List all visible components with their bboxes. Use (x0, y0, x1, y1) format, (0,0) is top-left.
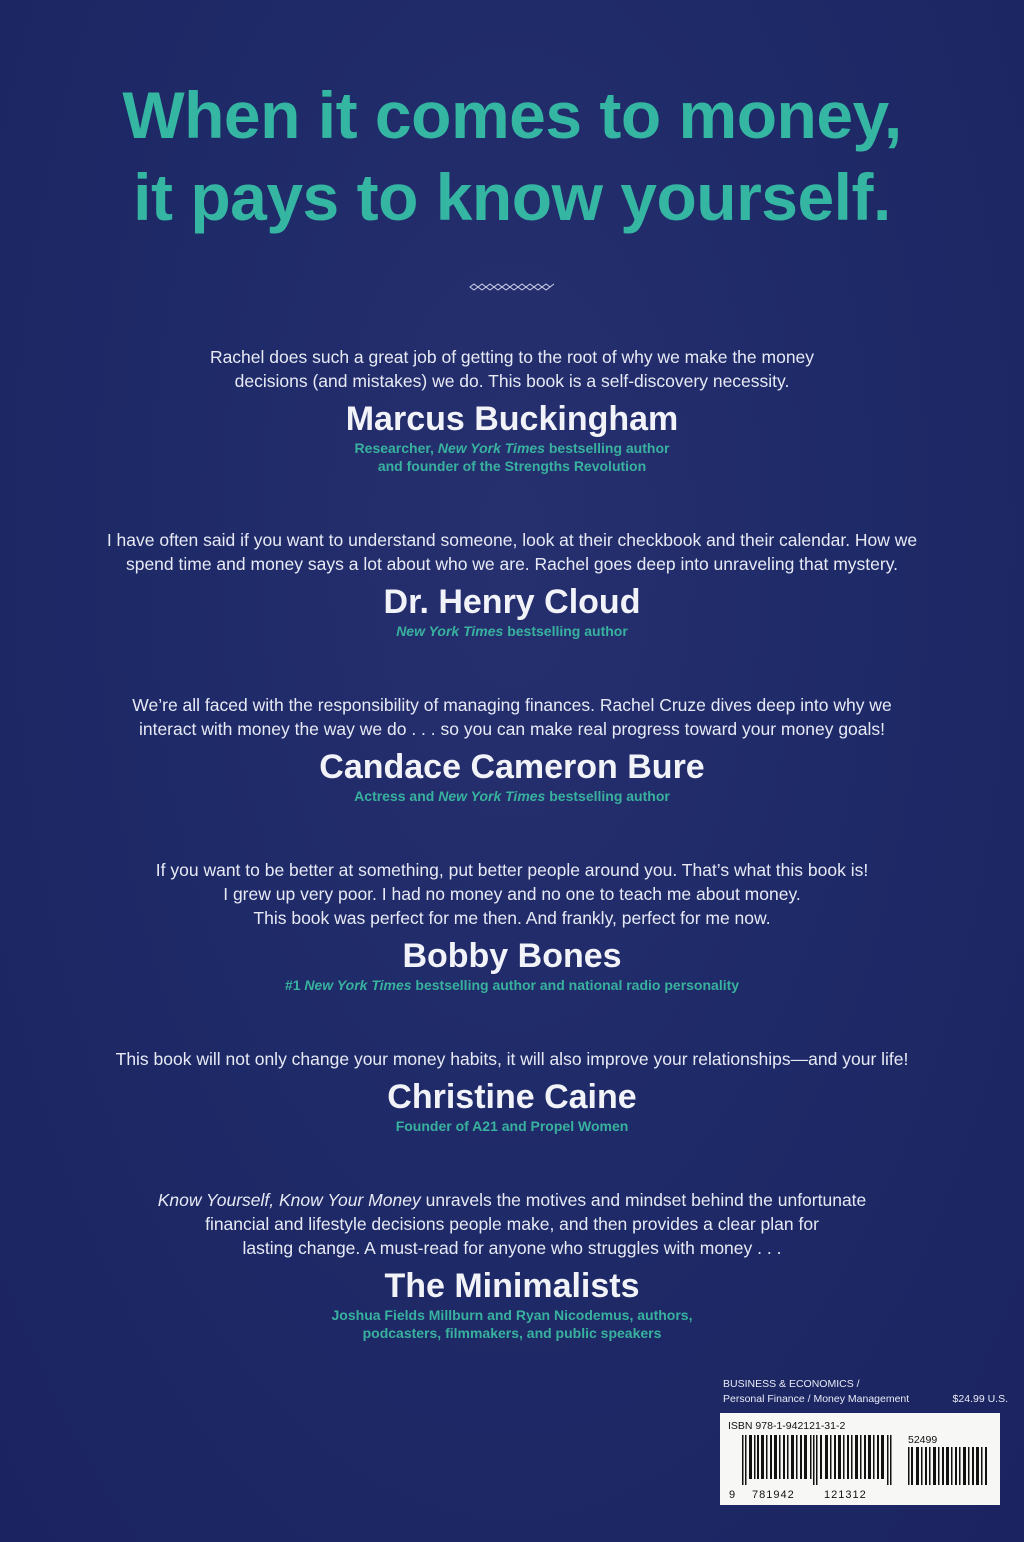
quote-line: If you want to be better at something, put better people around you. That’s what this book is! (155, 860, 869, 880)
barcode-digit-first: 9 (729, 1489, 736, 1501)
quote-line: lasting change. A must-read for anyone who struggles with money . . . (242, 1238, 782, 1258)
quote-line: spend time and money says a lot about who we are. Rachel goes deep into unraveling that mystery. (125, 554, 899, 574)
blurb-quote (0, 528, 1024, 576)
quote-line: We’re all faced with the responsibility of managing finances. Rachel Cruze dives deep into why we (132, 695, 892, 715)
blurb-quote (0, 693, 1024, 741)
blurb-the-minimalists (0, 1188, 1024, 1342)
blurb-author-name: Marcus Buckingham (345, 400, 679, 438)
role-text: Researcher, (354, 440, 438, 456)
blurb-bobby-bones (0, 858, 1024, 994)
isbn-text: ISBN 978-1-942121-31-2 (728, 1420, 846, 1432)
role-line: podcasters, filmmakers, and public speakers (362, 1325, 662, 1341)
role-text: bestselling author (545, 788, 670, 804)
role-italic-text: New York Times (396, 623, 504, 639)
blurb-author-role (0, 622, 1024, 640)
role-line: Joshua Fields Millburn and Ryan Nicodemus, authors, (331, 1307, 693, 1323)
bisac-category: BUSINESS & ECONOMICS / (723, 1378, 860, 1390)
bisac-category-info (723, 1377, 1008, 1407)
role-line: and founder of the Strengths Revolution (377, 458, 647, 474)
price-barcode-icon (908, 1447, 988, 1485)
blurb-author-role (0, 1306, 1024, 1342)
blurb-henry-cloud (0, 528, 1024, 640)
quote-line: financial and lifestyle decisions people make, and then provides a clear plan for (205, 1214, 819, 1234)
quote-line: Rachel does such a great job of getting to the root of why we make the money (209, 347, 815, 367)
quote-line: decisions (and mistakes) we do. This book is a self-discovery necessity. (234, 371, 790, 391)
blurb-author-name: Candace Cameron Bure (319, 748, 705, 786)
blurb-candace-cameron-bure (0, 693, 1024, 805)
blurb-author-role (0, 787, 1024, 805)
role-italic-text: New York Times (304, 977, 412, 993)
role-italic-text: New York Times (438, 788, 546, 804)
blurb-author-name: Bobby Bones (402, 937, 622, 975)
blurb-author-name: The Minimalists (384, 1267, 640, 1305)
book-title-italic: Know Yourself, Know Your Money (157, 1190, 421, 1210)
blurb-author-name: Christine Caine (387, 1078, 637, 1116)
blurb-quote (0, 858, 1024, 930)
blurb-author-role (0, 1117, 1024, 1135)
ornament-divider (468, 281, 556, 293)
blurb-author-name: Dr. Henry Cloud (383, 583, 641, 621)
quote-line: I have often said if you want to understand someone, look at their checkbook and their calendar. How we (106, 530, 918, 550)
headline-line-2: it pays to know yourself. (133, 160, 891, 234)
bisac-subcategory: Personal Finance / Money Management (723, 1393, 910, 1405)
quote-line: interact with money the way we do . . . so you can make real progress toward your money goals! (138, 719, 886, 739)
blurb-quote (0, 1188, 1024, 1260)
blurb-quote (0, 345, 1024, 393)
barcode-digit-group-2: 121312 (824, 1489, 867, 1501)
quote-text: unravels the motives and mindset behind the unfortunate (420, 1190, 867, 1210)
cover-price: $24.99 U.S. (952, 1393, 1008, 1405)
headline (0, 74, 1024, 238)
headline-line-1: When it comes to money, (122, 78, 902, 152)
price-code-text: 52499 (908, 1434, 938, 1446)
blurb-author-role (0, 439, 1024, 475)
role-line: Founder of A21 and Propel Women (395, 1118, 629, 1134)
role-text: bestselling author and national radio personality (411, 977, 740, 993)
barcode-digit-group-1: 781942 (752, 1489, 795, 1501)
blurb-christine-caine (0, 1047, 1024, 1135)
role-italic-text: New York Times (437, 440, 545, 456)
blurb-marcus-buckingham (0, 345, 1024, 475)
quote-line: This book will not only change your money habits, it will also improve your relationships—and your life! (115, 1049, 909, 1069)
ean-barcode-icon (742, 1435, 894, 1485)
role-text: Actress and (354, 788, 439, 804)
isbn-barcode-panel (720, 1413, 1000, 1505)
quote-line: I grew up very poor. I had no money and no one to teach me about money. (223, 884, 801, 904)
role-text: #1 (284, 977, 305, 993)
blurb-quote (0, 1047, 1024, 1071)
role-text: bestselling author (544, 440, 670, 456)
quote-line: This book was perfect for me then. And frankly, perfect for me now. (253, 908, 771, 928)
role-text: bestselling author (503, 623, 628, 639)
blurb-author-role (0, 976, 1024, 994)
